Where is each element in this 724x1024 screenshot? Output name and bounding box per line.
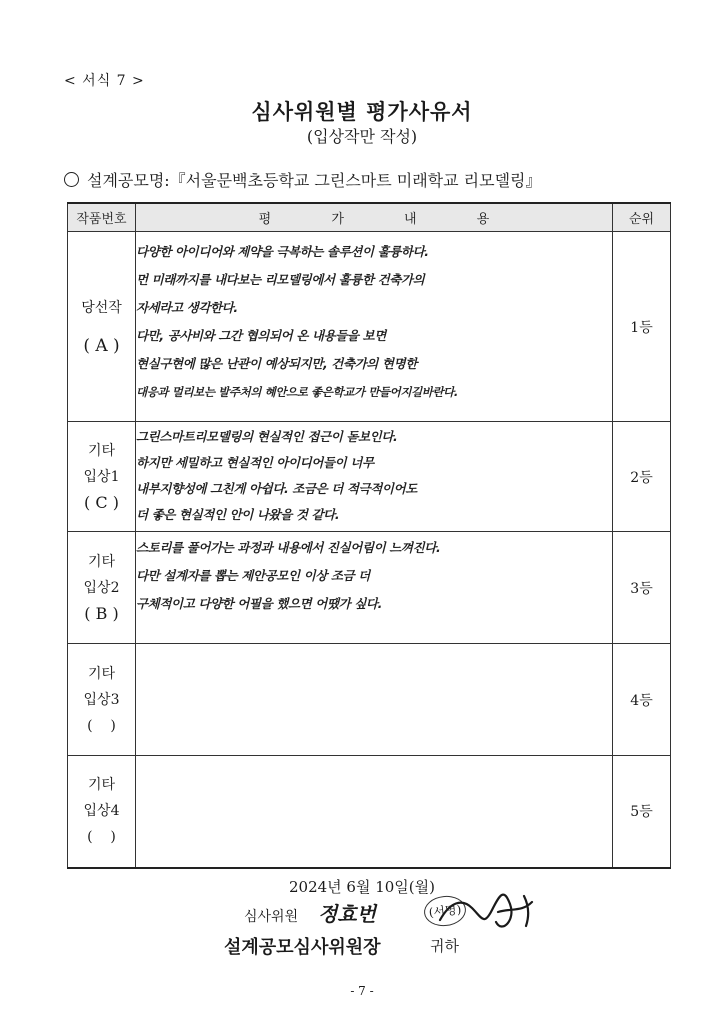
handwritten-line: 현실구현에 많은 난관이 예상되지만, 건축가의 현명한 — [136, 356, 417, 371]
entry-cell — [68, 232, 136, 422]
signature-scribble — [432, 882, 542, 942]
table-row — [68, 232, 671, 422]
entry-cell — [68, 644, 136, 756]
evaluation-text — [136, 532, 613, 644]
handwritten-line: 더 좋은 현실적인 안이 나왔을 것 같다. — [136, 507, 340, 522]
entry-title: 기타 — [87, 553, 116, 570]
evaluation-text-empty — [136, 756, 613, 868]
page-subtitle: (입상작만 작성) — [306, 127, 418, 146]
entry-code: ( C ) — [84, 492, 119, 512]
entry-cell — [68, 422, 136, 532]
handwritten-line: 그린스마트리모델링의 현실적인 접근이 돋보인다. — [136, 429, 398, 444]
table-row — [68, 756, 671, 868]
handwritten-line: 스토리를 풀어가는 과정과 내용에서 진실어림이 느껴진다. — [136, 540, 441, 555]
entry-title: 당선작 — [81, 299, 122, 316]
entry-code: ( ) — [87, 829, 116, 846]
committee-title: 설계공모심사위원장 — [224, 937, 381, 958]
circle-bullet-icon — [64, 172, 79, 187]
rank-cell: 5등 — [613, 756, 671, 868]
table-header-row — [68, 203, 671, 232]
table-row — [68, 644, 671, 756]
header-evaluation-content: 평 가 내 용 — [136, 203, 613, 232]
page-title: 심사위원별 평가사유서 — [251, 100, 473, 124]
table-row — [68, 532, 671, 644]
handwritten-line: 자세라고 생각한다. — [136, 300, 238, 315]
entry-cell — [68, 756, 136, 868]
table-row — [68, 422, 671, 532]
entry-code: ( ) — [87, 717, 116, 734]
contest-name: 설계공모명:『서울문백초등학교 그린스마트 미래학교 리모델링』 — [87, 171, 542, 190]
handwritten-line: 하지만 세밀하고 현실적인 아이디어들이 너무 — [136, 455, 374, 470]
rank-cell: 2등 — [613, 422, 671, 532]
handwritten-line: 대응과 멀리보는 발주처의 혜안으로 좋은학교가 만들어지길바란다. — [136, 385, 458, 399]
entry-title: 기타 — [87, 665, 116, 682]
handwritten-line: 내부지향성에 그친게 아쉽다. 조금은 더 적극적이어도 — [136, 481, 417, 496]
rank-cell: 1등 — [613, 232, 671, 422]
handwritten-line: 다만, 공사비와 그간 협의되어 온 내용들을 보면 — [136, 328, 386, 343]
header-entry-number: 작품번호 — [68, 203, 136, 232]
document-date: 2024년 6월 10일(월) — [288, 878, 435, 896]
entry-code: ( B ) — [84, 603, 119, 623]
entry-sub: 입상1 — [83, 468, 120, 485]
evaluation-text-empty — [136, 644, 613, 756]
evaluation-text — [136, 422, 613, 532]
rank-cell: 4등 — [613, 644, 671, 756]
entry-sub: 입상3 — [83, 691, 120, 708]
rank-cell: 3등 — [613, 532, 671, 644]
evaluation-text — [136, 232, 613, 422]
handwritten-line: 구체적이고 다양한 어필을 했으면 어땠가 싶다. — [136, 596, 382, 611]
honorific: 귀하 — [430, 937, 459, 955]
entry-title: 기타 — [87, 442, 116, 459]
evaluation-table — [67, 202, 671, 869]
entry-sub: 입상2 — [83, 579, 120, 596]
handwritten-line: 다만 설계자를 뽑는 제안공모인 이상 조금 더 — [136, 568, 370, 583]
seal-mark: (서명) — [423, 894, 468, 928]
handwritten-line: 먼 미래까지를 내다보는 리모델링에서 훌륭한 건축가의 — [136, 272, 425, 287]
entry-code: ( A ) — [83, 335, 120, 356]
handwritten-line: 다양한 아이디어와 제약을 극복하는 솔루션이 훌륭하다. — [136, 244, 429, 259]
contest-name-line — [64, 168, 542, 191]
entry-sub: 입상4 — [83, 803, 120, 820]
form-number-label: < 서식 7 > — [64, 73, 145, 89]
page-number: - 7 - — [350, 984, 374, 998]
judge-name: 정효번 — [318, 902, 376, 926]
judge-label: 심사위원 — [244, 909, 299, 925]
entry-title: 기타 — [87, 777, 116, 794]
header-rank: 순위 — [613, 203, 671, 232]
entry-cell — [68, 532, 136, 644]
